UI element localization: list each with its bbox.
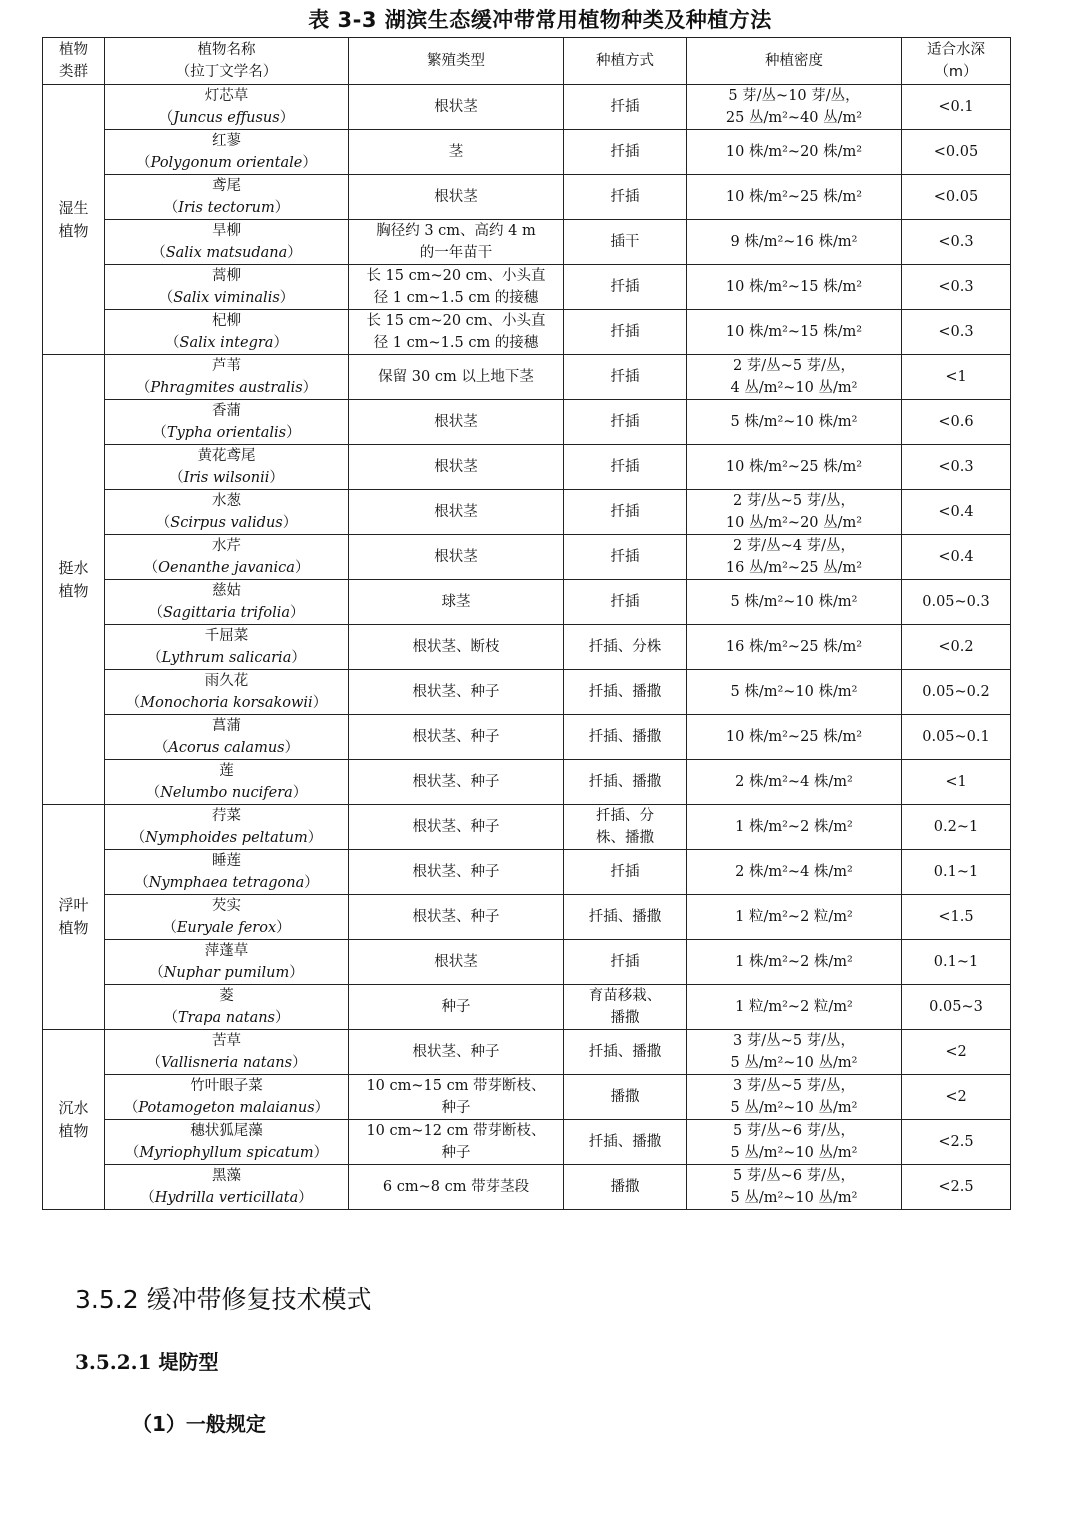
propagation-cell: 根状茎、种子 <box>349 1030 564 1075</box>
depth-cell: 0.05~0.1 <box>902 715 1011 760</box>
header-depth: 适合水深 （m） <box>902 38 1011 85</box>
plant-name-cell <box>105 715 349 760</box>
table-row <box>43 1030 1011 1075</box>
density-cell: 1 株/m²~2 株/m² <box>687 940 902 985</box>
plant-latin-name-wrap: （Iris tectorum） <box>163 200 290 216</box>
plant-chinese-name: 黑藻 <box>212 1168 241 1184</box>
depth-cell: <0.4 <box>902 535 1011 580</box>
plant-latin-name: Hydrilla verticillata <box>154 1190 299 1206</box>
propagation-cell: 长 15 cm~20 cm、小头直 径 1 cm~1.5 cm 的接穗 <box>349 310 564 355</box>
plant-name-cell <box>105 175 349 220</box>
plant-latin-name-wrap: （Salix viminalis） <box>158 290 295 306</box>
plant-latin-name-wrap: （Juncus effusus） <box>158 110 295 126</box>
propagation-cell: 根状茎 <box>349 175 564 220</box>
plant-chinese-name: 杞柳 <box>212 313 241 329</box>
method-cell: 扦插 <box>564 850 687 895</box>
density-cell: 5 株/m²~10 株/m² <box>687 580 902 625</box>
plant-chinese-name: 萍蓬草 <box>204 943 249 959</box>
propagation-cell: 根状茎 <box>349 535 564 580</box>
plant-latin-name-wrap: （Phragmites australis） <box>135 380 318 396</box>
depth-cell: <0.05 <box>902 130 1011 175</box>
plant-latin-name: Sagittaria trifolia <box>162 605 291 621</box>
density-cell: 10 株/m²~15 株/m² <box>687 265 902 310</box>
density-cell: 2 株/m²~4 株/m² <box>687 760 902 805</box>
depth-cell: 0.05~3 <box>902 985 1011 1030</box>
table-row <box>43 715 1011 760</box>
plant-chinese-name: 黄花鸢尾 <box>197 448 256 464</box>
propagation-cell: 根状茎、种子 <box>349 895 564 940</box>
plant-name-cell <box>105 310 349 355</box>
depth-cell: <2 <box>902 1030 1011 1075</box>
plant-name-cell <box>105 805 349 850</box>
plant-latin-name: Iris tectorum <box>178 200 275 216</box>
propagation-cell: 根状茎 <box>349 400 564 445</box>
plant-latin-name-wrap: （Vallisneria natans） <box>146 1055 307 1071</box>
density-cell: 1 粒/m²~2 粒/m² <box>687 895 902 940</box>
propagation-cell: 根状茎、断枝 <box>349 625 564 670</box>
propagation-cell: 根状茎 <box>349 85 564 130</box>
method-cell: 扦插 <box>564 130 687 175</box>
plant-latin-name-wrap: （Nuphar pumilum） <box>149 965 304 981</box>
plant-latin-name: Myriophyllum spicatum <box>139 1145 314 1161</box>
plant-chinese-name: 苦草 <box>212 1033 241 1049</box>
depth-cell: <2.5 <box>902 1165 1011 1210</box>
table-row <box>43 895 1011 940</box>
plant-latin-name: Scirpus validus <box>170 515 283 531</box>
table-row <box>43 445 1011 490</box>
plant-latin-name: Euryale ferox <box>176 920 277 936</box>
plant-chinese-name: 千屈菜 <box>204 628 249 644</box>
method-cell: 扦插 <box>564 265 687 310</box>
density-cell: 2 株/m²~4 株/m² <box>687 850 902 895</box>
depth-cell: <0.1 <box>902 85 1011 130</box>
table-row <box>43 220 1011 265</box>
density-cell: 10 株/m²~20 株/m² <box>687 130 902 175</box>
plant-chinese-name: 水芹 <box>212 538 241 554</box>
plant-latin-name: Juncus effusus <box>173 110 280 126</box>
propagation-cell: 根状茎 <box>349 445 564 490</box>
plant-name-cell <box>105 445 349 490</box>
depth-cell: 0.05~0.3 <box>902 580 1011 625</box>
method-cell: 播撒 <box>564 1165 687 1210</box>
density-cell: 5 芽/丛~6 芽/丛， 5 丛/m²~10 丛/m² <box>687 1165 902 1210</box>
plant-name-cell <box>105 1075 349 1120</box>
plant-latin-name-wrap: （Nymphoides peltatum） <box>130 830 323 846</box>
plant-latin-name-wrap: （Scirpus validus） <box>155 515 298 531</box>
table-row <box>43 850 1011 895</box>
plant-latin-name: Nymphaea tetragona <box>148 875 305 891</box>
method-cell: 扦插、分 株、播撒 <box>564 805 687 850</box>
plant-chinese-name: 荇菜 <box>212 808 241 824</box>
plant-latin-name: Nuphar pumilum <box>163 965 290 981</box>
plant-latin-name-wrap: （Nymphaea tetragona） <box>134 875 319 891</box>
density-cell: 10 株/m²~25 株/m² <box>687 445 902 490</box>
table-row <box>43 760 1011 805</box>
density-cell: 10 株/m²~25 株/m² <box>687 175 902 220</box>
density-cell: 10 株/m²~15 株/m² <box>687 310 902 355</box>
method-cell: 扦插 <box>564 580 687 625</box>
method-cell: 扦插、播撒 <box>564 895 687 940</box>
method-cell: 插干 <box>564 220 687 265</box>
plant-chinese-name: 芡实 <box>212 898 241 914</box>
plant-chinese-name: 红蓼 <box>212 133 241 149</box>
plant-name-cell <box>105 535 349 580</box>
method-cell: 扦插 <box>564 490 687 535</box>
method-cell: 扦插、播撒 <box>564 1030 687 1075</box>
table-row <box>43 400 1011 445</box>
propagation-cell: 根状茎、种子 <box>349 670 564 715</box>
method-cell: 扦插、播撒 <box>564 670 687 715</box>
plant-chinese-name: 雨久花 <box>204 673 249 689</box>
propagation-cell: 10 cm~12 cm 带芽断枝、 种子 <box>349 1120 564 1165</box>
plant-latin-name-wrap: （Nelumbo nucifera） <box>145 785 308 801</box>
method-cell: 扦插、播撒 <box>564 1120 687 1165</box>
plant-name-cell <box>105 355 349 400</box>
plant-latin-name-wrap: （Iris wilsonii） <box>169 470 284 486</box>
density-cell: 2 芽/丛~5 芽/丛， 10 丛/m²~20 丛/m² <box>687 490 902 535</box>
plant-latin-name-wrap: （Myriophyllum spicatum） <box>124 1145 329 1161</box>
plant-latin-name-wrap: （Oenanthe javanica） <box>143 560 310 576</box>
plant-latin-name-wrap: （Hydrilla verticillata） <box>140 1190 313 1206</box>
method-cell: 扦插 <box>564 175 687 220</box>
method-cell: 育苗移栽、 播撒 <box>564 985 687 1030</box>
plant-latin-name-wrap: （Euryale ferox） <box>162 920 291 936</box>
plant-chinese-name: 菱 <box>219 988 234 1004</box>
plant-latin-name: Acorus calamus <box>168 740 285 756</box>
group-cell: 湿生 植物 <box>43 85 105 355</box>
plant-name-cell <box>105 670 349 715</box>
plant-name-cell <box>105 625 349 670</box>
plant-name-cell <box>105 490 349 535</box>
plant-latin-name-wrap: （Acorus calamus） <box>153 740 300 756</box>
depth-cell: 0.1~1 <box>902 850 1011 895</box>
propagation-cell: 根状茎、种子 <box>349 760 564 805</box>
plant-latin-name-wrap: （Typha orientalis） <box>152 425 301 441</box>
depth-cell: <0.3 <box>902 445 1011 490</box>
section-heading: 3.5.2 缓冲带修复技术模式 <box>75 1285 372 1314</box>
plant-latin-name: Trapa natans <box>177 1010 276 1026</box>
density-cell: 1 粒/m²~2 粒/m² <box>687 985 902 1030</box>
density-cell: 5 芽/丛~10 芽/丛， 25 丛/m²~40 丛/m² <box>687 85 902 130</box>
plant-chinese-name: 莲 <box>219 763 234 779</box>
density-cell: 3 芽/丛~5 芽/丛， 5 丛/m²~10 丛/m² <box>687 1075 902 1120</box>
group-cell: 浮叶 植物 <box>43 805 105 1030</box>
plant-latin-name: Iris wilsonii <box>183 470 270 486</box>
plant-name-cell <box>105 985 349 1030</box>
propagation-cell: 种子 <box>349 985 564 1030</box>
table-row <box>43 1165 1011 1210</box>
density-cell: 5 株/m²~10 株/m² <box>687 400 902 445</box>
depth-cell: <0.3 <box>902 310 1011 355</box>
depth-cell: <1.5 <box>902 895 1011 940</box>
plant-latin-name-wrap: （Lythrum salicaria） <box>147 650 306 666</box>
plant-name-cell <box>105 895 349 940</box>
table-row <box>43 85 1011 130</box>
method-cell: 扦插、播撒 <box>564 715 687 760</box>
table-row <box>43 130 1011 175</box>
plant-name-cell <box>105 265 349 310</box>
density-cell: 3 芽/丛~5 芽/丛， 5 丛/m²~10 丛/m² <box>687 1030 902 1075</box>
table-row <box>43 625 1011 670</box>
method-cell: 扦插 <box>564 445 687 490</box>
depth-cell: <1 <box>902 760 1011 805</box>
table-row <box>43 1120 1011 1165</box>
density-cell: 5 株/m²~10 株/m² <box>687 670 902 715</box>
propagation-cell: 根状茎、种子 <box>349 805 564 850</box>
table-row <box>43 310 1011 355</box>
plant-name-cell <box>105 130 349 175</box>
propagation-cell: 根状茎 <box>349 490 564 535</box>
propagation-cell: 10 cm~15 cm 带芽断枝、 种子 <box>349 1075 564 1120</box>
propagation-cell: 根状茎、种子 <box>349 715 564 760</box>
plant-name-cell <box>105 220 349 265</box>
sub-subsection-heading: （1）一般规定 <box>132 1412 266 1436</box>
table-row <box>43 175 1011 220</box>
group-cell: 沉水 植物 <box>43 1030 105 1210</box>
plant-chinese-name: 香蒲 <box>212 403 241 419</box>
header-name: 植物名称 （拉丁文学名） <box>105 38 349 85</box>
plant-latin-name-wrap: （Salix integra） <box>165 335 288 351</box>
table-row <box>43 805 1011 850</box>
plant-latin-name-wrap: （Salix matsudana） <box>151 245 302 261</box>
plant-chinese-name: 穗状狐尾藻 <box>190 1123 263 1139</box>
plant-name-cell <box>105 760 349 805</box>
density-cell: 2 芽/丛~4 芽/丛， 16 丛/m²~25 丛/m² <box>687 535 902 580</box>
plant-chinese-name: 灯芯草 <box>204 88 249 104</box>
density-cell: 1 株/m²~2 株/m² <box>687 805 902 850</box>
plant-latin-name-wrap: （Potamogeton malaianus） <box>123 1100 330 1116</box>
method-cell: 扦插 <box>564 940 687 985</box>
depth-cell: <0.05 <box>902 175 1011 220</box>
plant-name-cell <box>105 940 349 985</box>
depth-cell: <0.6 <box>902 400 1011 445</box>
plant-latin-name: Phragmites australis <box>150 380 303 396</box>
plant-latin-name: Nelumbo nucifera <box>160 785 293 801</box>
depth-cell: <0.3 <box>902 265 1011 310</box>
propagation-cell: 茎 <box>349 130 564 175</box>
depth-cell: 0.05~0.2 <box>902 670 1011 715</box>
propagation-cell: 6 cm~8 cm 带芽茎段 <box>349 1165 564 1210</box>
plant-latin-name-wrap: （Trapa natans） <box>163 1010 290 1026</box>
plant-latin-name: Salix integra <box>179 335 274 351</box>
plant-name-cell <box>105 1120 349 1165</box>
table-row <box>43 265 1011 310</box>
propagation-cell: 球茎 <box>349 580 564 625</box>
plant-table <box>42 37 1011 1210</box>
method-cell: 扦插、播撒 <box>564 760 687 805</box>
propagation-cell: 根状茎、种子 <box>349 850 564 895</box>
propagation-cell: 胸径约 3 cm、高约 4 m 的一年苗干 <box>349 220 564 265</box>
group-cell: 挺水 植物 <box>43 355 105 805</box>
depth-cell: <2 <box>902 1075 1011 1120</box>
header-propagation: 繁殖类型 <box>349 38 564 85</box>
method-cell: 扦插 <box>564 310 687 355</box>
plant-latin-name: Nymphoides peltatum <box>145 830 308 846</box>
table-row <box>43 985 1011 1030</box>
plant-name-cell <box>105 1030 349 1075</box>
table-row <box>43 535 1011 580</box>
plant-latin-name: Potamogeton malaianus <box>138 1100 315 1116</box>
propagation-cell: 保留 30 cm 以上地下茎 <box>349 355 564 400</box>
density-cell: 10 株/m²~25 株/m² <box>687 715 902 760</box>
plant-chinese-name: 水葱 <box>212 493 241 509</box>
plant-latin-name: Monochoria korsakowii <box>140 695 313 711</box>
table-row <box>43 940 1011 985</box>
table-row <box>43 580 1011 625</box>
method-cell: 扦插、分株 <box>564 625 687 670</box>
density-cell: 2 芽/丛~5 芽/丛， 4 丛/m²~10 丛/m² <box>687 355 902 400</box>
plant-latin-name-wrap: （Monochoria korsakowii） <box>125 695 328 711</box>
depth-cell: 0.2~1 <box>902 805 1011 850</box>
subsection-heading: 3.5.2.1 堤防型 <box>75 1350 219 1374</box>
plant-chinese-name: 菖蒲 <box>212 718 241 734</box>
plant-name-cell <box>105 400 349 445</box>
plant-latin-name-wrap: （Polygonum orientale） <box>136 155 317 171</box>
plant-chinese-name: 蒿柳 <box>212 268 241 284</box>
plant-latin-name: Polygonum orientale <box>150 155 303 171</box>
method-cell: 播撒 <box>564 1075 687 1120</box>
propagation-cell: 长 15 cm~20 cm、小头直 径 1 cm~1.5 cm 的接穗 <box>349 265 564 310</box>
density-cell: 16 株/m²~25 株/m² <box>687 625 902 670</box>
propagation-cell: 根状茎 <box>349 940 564 985</box>
plant-latin-name: Typha orientalis <box>166 425 287 441</box>
plant-name-cell <box>105 850 349 895</box>
plant-latin-name: Oenanthe javanica <box>158 560 295 576</box>
table-row <box>43 670 1011 715</box>
table-row <box>43 355 1011 400</box>
plant-name-cell <box>105 85 349 130</box>
density-cell: 5 芽/丛~6 芽/丛， 5 丛/m²~10 丛/m² <box>687 1120 902 1165</box>
plant-latin-name: Salix matsudana <box>165 245 288 261</box>
depth-cell: <1 <box>902 355 1011 400</box>
plant-latin-name-wrap: （Sagittaria trifolia） <box>148 605 305 621</box>
plant-latin-name: Vallisneria natans <box>160 1055 293 1071</box>
plant-chinese-name: 竹叶眼子菜 <box>190 1078 263 1094</box>
plant-name-cell <box>105 1165 349 1210</box>
header-group: 植物 类群 <box>43 38 105 85</box>
depth-cell: <2.5 <box>902 1120 1011 1165</box>
method-cell: 扦插 <box>564 535 687 580</box>
table-header-row <box>43 38 1011 85</box>
depth-cell: <0.2 <box>902 625 1011 670</box>
table-title: 表 3-3 湖滨生态缓冲带常用植物种类及种植方法 <box>308 8 772 32</box>
table-row <box>43 1075 1011 1120</box>
plant-latin-name: Salix viminalis <box>173 290 280 306</box>
plant-chinese-name: 慈姑 <box>212 583 241 599</box>
depth-cell: <0.3 <box>902 220 1011 265</box>
plant-chinese-name: 鸢尾 <box>212 178 241 194</box>
depth-cell: <0.4 <box>902 490 1011 535</box>
table-row <box>43 490 1011 535</box>
plant-latin-name: Lythrum salicaria <box>161 650 292 666</box>
density-cell: 9 株/m²~16 株/m² <box>687 220 902 265</box>
plant-chinese-name: 芦苇 <box>212 358 241 374</box>
method-cell: 扦插 <box>564 400 687 445</box>
header-method: 种植方式 <box>564 38 687 85</box>
header-density: 种植密度 <box>687 38 902 85</box>
plant-name-cell <box>105 580 349 625</box>
plant-chinese-name: 旱柳 <box>212 223 241 239</box>
plant-chinese-name: 睡莲 <box>212 853 241 869</box>
depth-cell: 0.1~1 <box>902 940 1011 985</box>
method-cell: 扦插 <box>564 355 687 400</box>
method-cell: 扦插 <box>564 85 687 130</box>
